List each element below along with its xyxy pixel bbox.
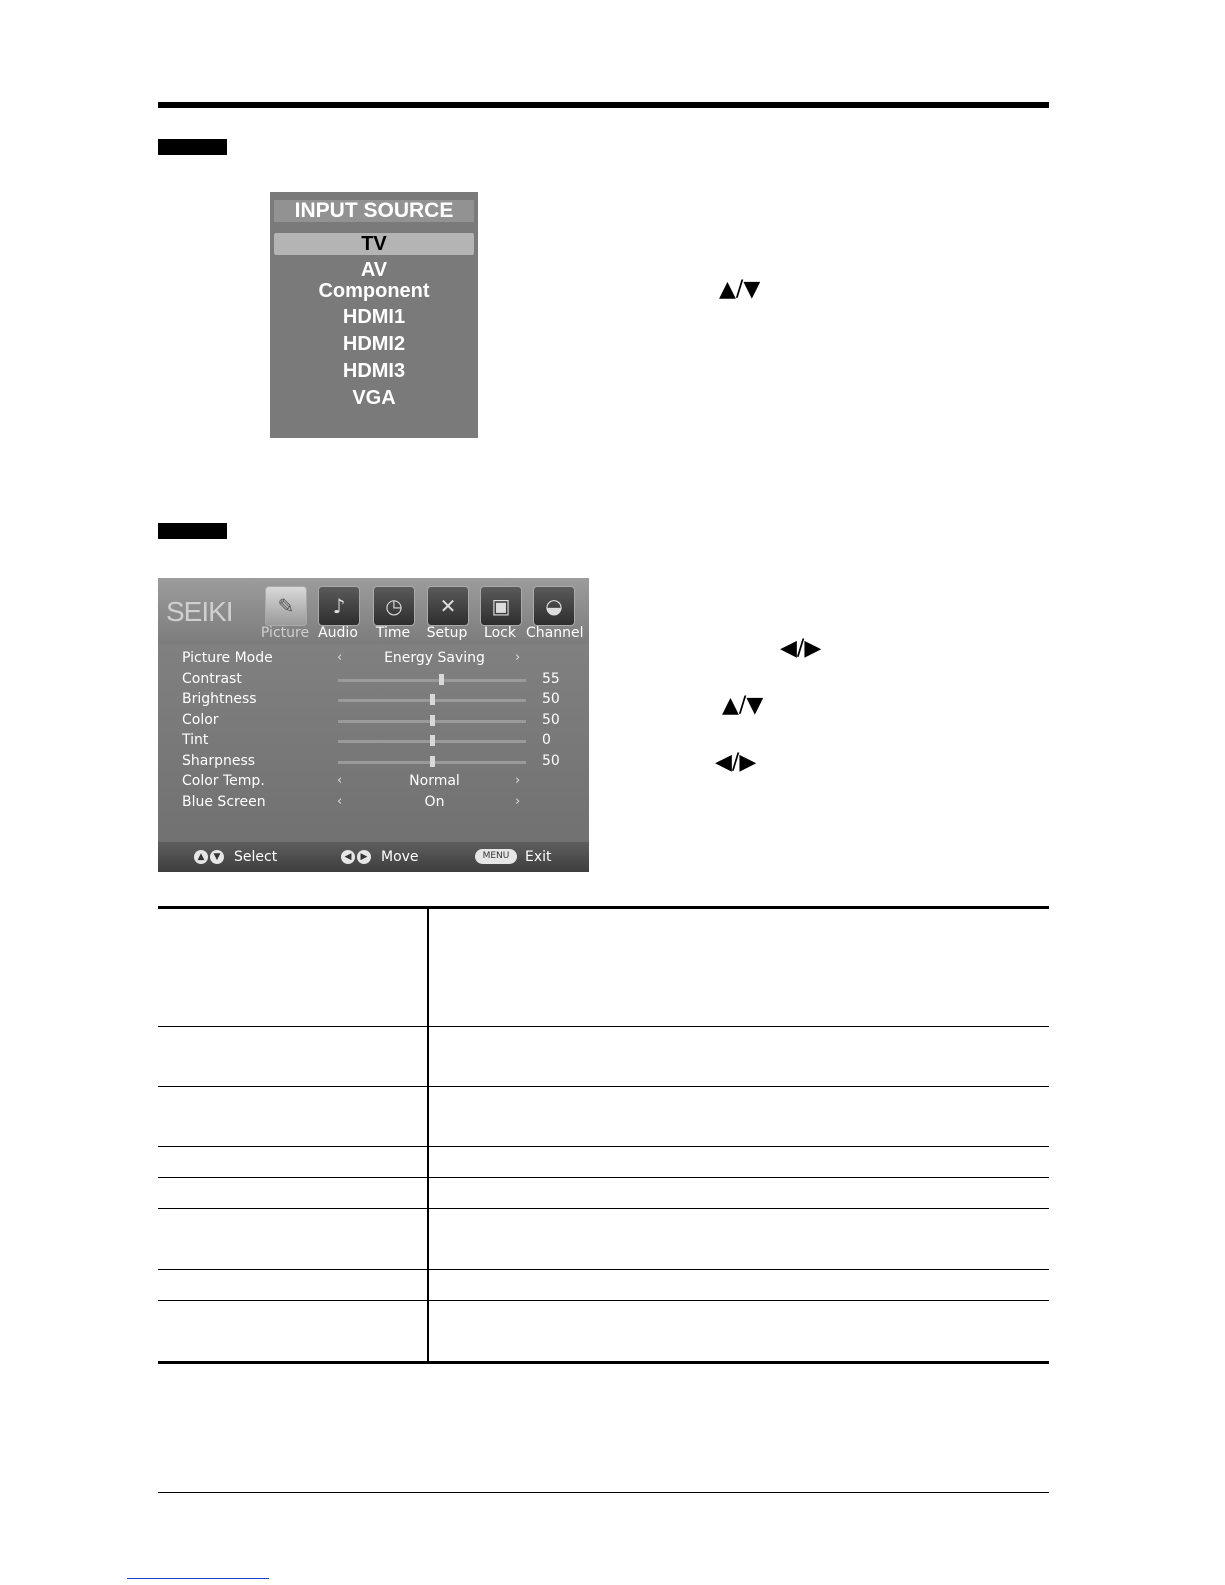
tab-picture[interactable] <box>258 578 312 644</box>
tab-setup-label: Setup <box>426 625 468 641</box>
up-down-arrows-icon: ▲/▼ <box>719 277 761 302</box>
table-row-divider <box>158 1177 1049 1178</box>
input-item-hdmi3[interactable]: HDMI3 <box>342 360 406 382</box>
tab-audio[interactable] <box>311 578 365 644</box>
slider-thumb[interactable] <box>439 674 444 685</box>
tab-setup[interactable] <box>420 578 474 644</box>
table-row-divider <box>158 1269 1049 1270</box>
row-label: Tint <box>182 732 209 748</box>
row-value: 0 <box>542 732 551 748</box>
menu-row-brightness[interactable] <box>182 689 582 709</box>
footer-move-label: Move <box>381 849 419 865</box>
left-right-arrows-icon: ◀/▶ <box>715 750 757 775</box>
slider-thumb[interactable] <box>430 756 435 767</box>
header-rule <box>158 102 1049 108</box>
input-source-title: INPUT SOURCE <box>274 200 474 222</box>
table-row-divider <box>158 1146 1049 1147</box>
picture-settings-menu <box>158 578 589 872</box>
chevron-left-icon[interactable]: ‹ <box>337 773 343 788</box>
row-value: Energy Saving <box>384 650 485 666</box>
input-item-hdmi2[interactable]: HDMI2 <box>342 333 406 355</box>
table-row-divider <box>158 1208 1049 1209</box>
menu-row-sharpness[interactable] <box>182 751 582 771</box>
row-value: 50 <box>542 691 560 707</box>
row-value: 50 <box>542 712 560 728</box>
input-item-av[interactable]: AV <box>360 259 388 281</box>
audio-icon: ♪ <box>318 586 360 626</box>
up-down-arrows-icon: ▲/▼ <box>722 693 764 718</box>
row-label: Brightness <box>182 691 257 707</box>
picture-icon: ✎ <box>265 586 307 626</box>
tab-channel[interactable] <box>526 578 584 644</box>
tab-audio-label: Audio <box>318 625 358 641</box>
menu-row-color[interactable] <box>182 710 582 730</box>
table-column-divider <box>427 908 429 1364</box>
row-value: Normal <box>409 773 460 789</box>
input-item-component[interactable]: Component <box>318 280 430 302</box>
slider-thumb[interactable] <box>430 735 435 746</box>
menu-row-picture-mode[interactable] <box>182 648 582 668</box>
chevron-left-icon[interactable]: ‹ <box>337 794 343 809</box>
tab-time[interactable] <box>366 578 420 644</box>
row-value: 55 <box>542 671 560 687</box>
section-marker-1 <box>158 139 227 155</box>
menu-row-color-temp[interactable] <box>182 771 582 791</box>
menu-row-blue-screen[interactable] <box>182 792 582 812</box>
slider-thumb[interactable] <box>430 694 435 705</box>
up-button-icon: ▲ <box>194 850 208 864</box>
input-item-vga[interactable]: VGA <box>352 387 396 409</box>
table-row-divider <box>158 1300 1049 1301</box>
satellite-icon: ◒ <box>533 586 575 626</box>
tab-channel-label: Channel <box>526 625 584 641</box>
chevron-right-icon[interactable]: › <box>515 773 521 788</box>
row-label: Sharpness <box>182 753 256 769</box>
row-label: Contrast <box>182 671 242 687</box>
table-row-divider <box>158 1086 1049 1087</box>
row-label: Color <box>182 712 219 728</box>
tab-time-label: Time <box>375 625 411 641</box>
chevron-right-icon[interactable]: › <box>515 650 521 665</box>
menu-key-icon: MENU <box>475 849 517 864</box>
table-top-border <box>158 906 1049 909</box>
footer-rule <box>158 1492 1049 1493</box>
input-source-menu <box>270 192 478 438</box>
tab-picture-label: Picture <box>260 625 310 641</box>
down-button-icon: ▼ <box>210 850 224 864</box>
row-value: 50 <box>542 753 560 769</box>
input-item-hdmi1[interactable]: HDMI1 <box>342 306 406 328</box>
menu-row-tint[interactable] <box>182 730 582 750</box>
row-value: On <box>424 794 445 810</box>
menu-row-contrast[interactable] <box>182 669 582 689</box>
input-item-tv[interactable]: TV <box>274 233 474 255</box>
lock-icon: ▣ <box>480 586 522 626</box>
footer-select-label: Select <box>234 849 278 865</box>
tab-lock[interactable] <box>473 578 527 644</box>
chevron-right-icon[interactable]: › <box>515 794 521 809</box>
seiki-logo: SEIKI <box>166 596 233 627</box>
table-bottom-border <box>158 1361 1049 1364</box>
slider-track[interactable] <box>338 679 526 682</box>
table-row-divider <box>158 1026 1049 1027</box>
row-label: Blue Screen <box>182 794 266 810</box>
row-label: Color Temp. <box>182 773 265 789</box>
row-label: Picture Mode <box>182 650 273 666</box>
footer-exit-label: Exit <box>525 849 552 865</box>
right-button-icon: ▶ <box>357 850 371 864</box>
left-button-icon: ◀ <box>341 850 355 864</box>
link-underline[interactable] <box>127 1578 269 1579</box>
left-right-arrows-icon: ◀/▶ <box>780 636 822 661</box>
clock-icon: ◷ <box>373 586 415 626</box>
chevron-left-icon[interactable]: ‹ <box>337 650 343 665</box>
section-marker-2 <box>158 523 227 539</box>
tab-lock-label: Lock <box>484 625 516 641</box>
menu-footer <box>158 842 589 872</box>
menu-header <box>158 578 589 644</box>
tools-icon: ✕ <box>427 586 469 626</box>
slider-thumb[interactable] <box>430 715 435 726</box>
